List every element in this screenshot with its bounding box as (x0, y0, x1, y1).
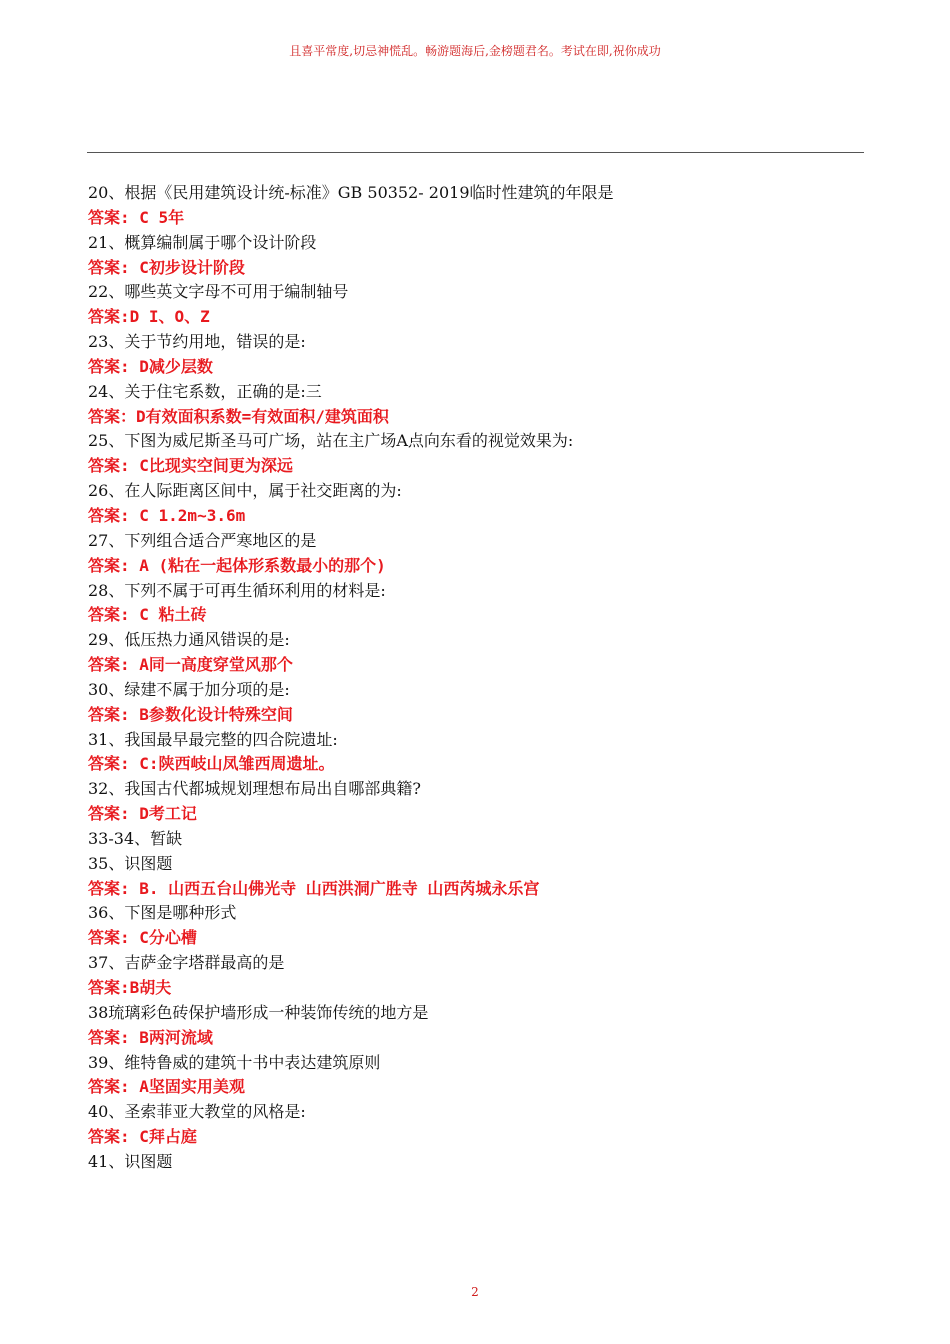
header-divider (87, 152, 864, 153)
question-line: 41、识图题 (88, 1151, 173, 1171)
answer-line: 答案: C比现实空间更为深远 (88, 456, 293, 476)
answer-line: 答案: B参数化设计特殊空间 (88, 704, 293, 724)
question-line: 23、关于节约用地，错误的是: (88, 332, 306, 352)
page-number: 2 (471, 1285, 479, 1299)
question-line: 40、圣索菲亚大教堂的风格是: (88, 1102, 306, 1122)
question-list (88, 181, 878, 1175)
question-line: 31、我国最早最完整的四合院遗址: (88, 729, 338, 749)
question-line: 38琉璃彩色砖保护墙形成一种装饰传统的地方是 (88, 1002, 429, 1022)
header-motto: 且喜平常度,切忌神慌乱。畅游题海后,金榜题君名。考试在即,祝你成功 (289, 44, 661, 58)
question-line: 35、识图题 (88, 853, 173, 873)
question-line: 27、下列组合适合严寒地区的是 (88, 530, 317, 550)
question-line: 24、关于住宅系数，正确的是:三 (88, 381, 322, 401)
question-line: 20、根据《民用建筑设计统-标准》GB 50352- 2019临时性建筑的年限是 (88, 183, 614, 202)
question-line: 28、下列不属于可再生循环利用的材料是: (88, 580, 386, 600)
question-line: 33-34、暂缺 (88, 828, 183, 848)
answer-line: 答案:D I、O、Z (88, 307, 210, 327)
answer-line: 答案: C 粘土砖 (88, 605, 207, 625)
answer-line: 答案: A坚固实用美观 (88, 1077, 245, 1097)
answer-line: 答案: B. 山西五台山佛光寺 山西洪洞广胜寺 山西芮城永乐宫 (88, 878, 540, 898)
answer-line: 答案: C拜占庭 (88, 1127, 197, 1147)
answer-line: 答案: A同一高度穿堂风那个 (88, 655, 293, 675)
answer-line: 答案: D减少层数 (88, 356, 213, 376)
answer-line: 答案: A (粘在一起体形系数最小的那个) (88, 555, 386, 575)
question-line: 25、下图为威尼斯圣马可广场，站在主广场A点向东看的视觉效果为: (88, 431, 574, 451)
question-line: 22、哪些英文字母不可用于编制轴号 (88, 282, 349, 302)
answer-line: 答案: D考工记 (88, 804, 197, 824)
question-line: 21、概算编制属于哪个设计阶段 (88, 232, 317, 252)
question-line: 32、我国古代都城规划理想布局出自哪部典籍? (88, 779, 421, 799)
answer-line: 答案: B两河流域 (88, 1027, 213, 1047)
answer-line: 答案：D有效面积系数=有效面积/建筑面积 (88, 406, 389, 426)
question-line: 29、低压热力通风错误的是: (88, 630, 290, 650)
answer-line: 答案: C 1.2m~3.6m (88, 505, 246, 525)
answer-line: 答案:B胡夫 (88, 978, 172, 997)
answer-line: 答案: C分心槽 (88, 928, 197, 948)
question-line: 39、维特鲁威的建筑十书中表达建筑原则 (88, 1052, 381, 1072)
question-line: 30、绿建不属于加分项的是: (88, 679, 290, 699)
answer-line: 答案: C初步设计阶段 (88, 257, 245, 277)
question-line: 26、在人际距离区间中，属于社交距离的为: (88, 481, 402, 501)
question-line: 36、下图是哪种形式 (88, 903, 237, 923)
question-line: 37、吉萨金字塔群最高的是 (88, 953, 285, 973)
answer-line: 答案: C:陕西岐山凤雏西周遗址。 (88, 754, 335, 774)
answer-line: 答案: C 5年 (88, 207, 185, 227)
